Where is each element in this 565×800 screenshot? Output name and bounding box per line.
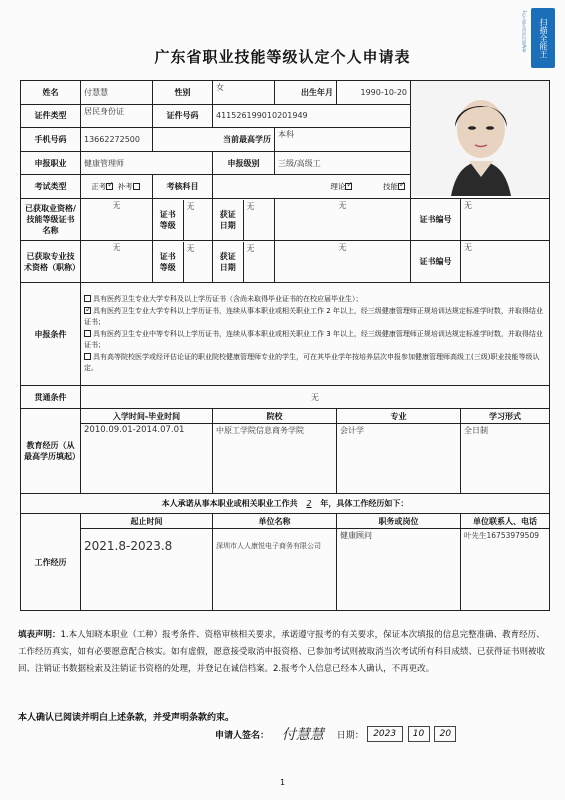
birth-label: 出生年月 [275, 81, 337, 105]
qual-cert-value: 无 [81, 199, 153, 241]
date-day: 20 [434, 726, 456, 742]
app-tagline: 3亿人都在用的扫描App [522, 10, 527, 53]
table-row [21, 529, 550, 611]
form-title: 广东省职业技能等级认定个人申请表 [154, 48, 411, 66]
birth-value: 1990-10-20 [337, 81, 411, 105]
condition-text: 具有医药卫生专业大学专科以上学历证书，连续从事本职业或相关职业工作 2 年以上，经三级健康管理师正规培训达规定标准学时数，并取得结业证书； [84, 307, 543, 326]
exam-type-options [81, 175, 153, 199]
tech-extra-value: 无 [275, 241, 411, 283]
work-position: 健康顾问 [337, 529, 461, 611]
condition-text: 具有医药卫生专业大学专科及以上学历证书（含尚未取得毕业证书的在校应届毕业生）； [93, 295, 363, 303]
edu-header-time: 入学时间-毕业时间 [81, 409, 213, 424]
qual-level-value: 无 [186, 201, 195, 211]
condition-item [84, 329, 546, 351]
gender-label: 性别 [153, 81, 213, 105]
tech-date-cell [213, 241, 275, 283]
qual-date-label: 获证日期 [213, 200, 243, 240]
edu-header-form: 学习形式 [461, 409, 550, 424]
skill-label: 技能 [383, 182, 398, 192]
confirmation-text: 本人确认已阅读并明白上述条款，并受声明条款约束。 [18, 713, 235, 723]
pass-conditions-label: 贯通条件 [21, 386, 81, 409]
tech-date-label: 获证日期 [213, 242, 243, 282]
qual-no-value: 无 [461, 199, 550, 241]
skill-checkbox[interactable] [398, 183, 405, 190]
work-company: 深圳市人人康悦电子商务有限公司 [213, 529, 337, 611]
regular-exam-label: 正考 [91, 182, 107, 192]
tech-no-label: 证书编号 [411, 241, 461, 283]
gender-value: 女 [213, 81, 275, 105]
pass-conditions-value: 无 [81, 386, 550, 409]
work-header-position: 职务或岗位 [337, 514, 461, 529]
edu-history-label: 教育经历（从最高学历填起） [21, 409, 81, 494]
tech-level-cell [153, 241, 213, 283]
level-label: 申报级别 [213, 151, 275, 175]
conditions-label: 申报条件 [21, 283, 81, 386]
declaration [18, 627, 548, 678]
id-type-label: 证件类型 [21, 104, 81, 128]
phone-label: 手机号码 [21, 128, 81, 152]
exam-type-label: 考试类型 [21, 175, 81, 199]
edu-header-school: 院校 [213, 409, 337, 424]
condition-checkbox[interactable] [84, 307, 91, 314]
edu-major: 会计学 [337, 424, 461, 494]
handwritten-signature: 付慧慧 [281, 727, 324, 743]
tech-level-value: 无 [186, 243, 195, 253]
app-badge: 扫描全能王 [531, 8, 555, 68]
edu-time: 2010.09.01-2014.07.01 [81, 424, 213, 494]
work-contact: 叶先生16753979509 [461, 529, 550, 611]
makeup-exam-checkbox[interactable] [133, 183, 140, 190]
work-history-label: 工作经历 [21, 514, 81, 611]
name-label: 姓名 [21, 81, 81, 105]
condition-text: 具有医药卫生专业中等专科以上学历证书，连续从事本职业或相关职业工作 3 年以上，经三级健康管理师正规培训达规定标准学时数，并取得结业证书； [84, 330, 543, 349]
level-value: 三级/高级工 [275, 151, 411, 175]
regular-exam-checkbox[interactable] [106, 183, 113, 190]
commit-prefix: 本人承诺从事本职业或相关职业工作共 [161, 499, 298, 508]
tech-level-label: 证书等级 [153, 242, 183, 282]
conditions-list [81, 283, 550, 386]
qual-cert-label: 已获取业资格/技能等级证书名称 [21, 199, 81, 241]
page-number: 1 [279, 778, 286, 787]
condition-item [84, 352, 546, 374]
signature-row [215, 724, 458, 744]
application-form [20, 80, 550, 611]
qual-level-label: 证书等级 [153, 200, 183, 240]
date-year: 2023 [367, 726, 403, 742]
occupation-value: 健康管理师 [81, 151, 213, 175]
tech-cert-value: 无 [81, 241, 153, 283]
condition-text: 具有高等院校医学或经评估论证的职业院校健康管理师专业的学生，可在其毕业学年按培养层次申报参加健康管理师高级工(三级)职业技能等级认定。 [84, 353, 540, 372]
date-month: 10 [408, 726, 430, 742]
signature-label: 申请人签名： [215, 730, 270, 741]
declaration-label: 填表声明： [18, 630, 61, 640]
qual-date-cell [213, 199, 275, 241]
qual-no-label: 证书编号 [411, 199, 461, 241]
education-value: 本科 [275, 128, 411, 152]
phone-value: 13662272500 [81, 128, 153, 152]
date-label: 日期： [336, 730, 364, 741]
exam-subject-label: 考核科目 [153, 175, 213, 199]
name-value: 付慧慧 [81, 81, 153, 105]
work-time: 2021.8-2023.8 [81, 529, 213, 611]
tech-cert-label: 已获取专业技术资格（职称） [21, 241, 81, 283]
qual-level-cell [153, 199, 213, 241]
condition-checkbox[interactable] [84, 330, 91, 337]
makeup-exam-label: 补考 [117, 182, 133, 192]
occupation-label: 申报职业 [21, 151, 81, 175]
table-row [21, 424, 550, 494]
condition-checkbox[interactable] [84, 295, 91, 302]
id-no-label: 证件号码 [153, 104, 213, 128]
commit-years: 2 [306, 499, 312, 508]
exam-subject-options [213, 175, 411, 199]
commit-suffix: 年，具体工作经历如下： [320, 499, 409, 508]
work-header-time: 起止时间 [81, 514, 213, 529]
work-header-contact: 单位联系人、电话 [461, 514, 550, 529]
work-commitment [21, 494, 550, 514]
qual-date-value: 无 [246, 201, 255, 211]
work-header-company: 单位名称 [213, 514, 337, 529]
id-no-value: 411526199010201949 [213, 104, 411, 128]
theory-label: 理论 [330, 182, 346, 192]
condition-item [84, 294, 546, 305]
education-label: 当前最高学历 [153, 128, 275, 152]
condition-checkbox[interactable] [84, 353, 91, 360]
edu-form: 全日制 [461, 424, 550, 494]
tech-date-value: 无 [246, 243, 255, 253]
edu-header-major: 专业 [337, 409, 461, 424]
condition-item [84, 306, 546, 328]
declaration-text: 1.本人知晓本职业（工种）报考条件、资格审核相关要求，承诺遵守报考的有关要求，保证本次填报的信息完整准确、教育经历、工作经历真实，如有必要愿意配合核实。如有虚假，愿意接受取消申报资格、已参加考试则被取消当次考试所有科目成绩、已获得证书则被收回、注销证书数据检索及注销证书资格的处理，并登记在诚信档案。2.报考个人信息已经本人确认，不再更改。 [18, 630, 546, 674]
id-type-value: 居民身份证 [81, 104, 153, 128]
qual-extra-value: 无 [275, 199, 411, 241]
theory-checkbox[interactable] [345, 183, 352, 190]
tech-no-value: 无 [461, 241, 550, 283]
applicant-photo [411, 81, 550, 199]
portrait-image [411, 81, 550, 196]
edu-school: 中原工学院信息商务学院 [213, 424, 337, 494]
